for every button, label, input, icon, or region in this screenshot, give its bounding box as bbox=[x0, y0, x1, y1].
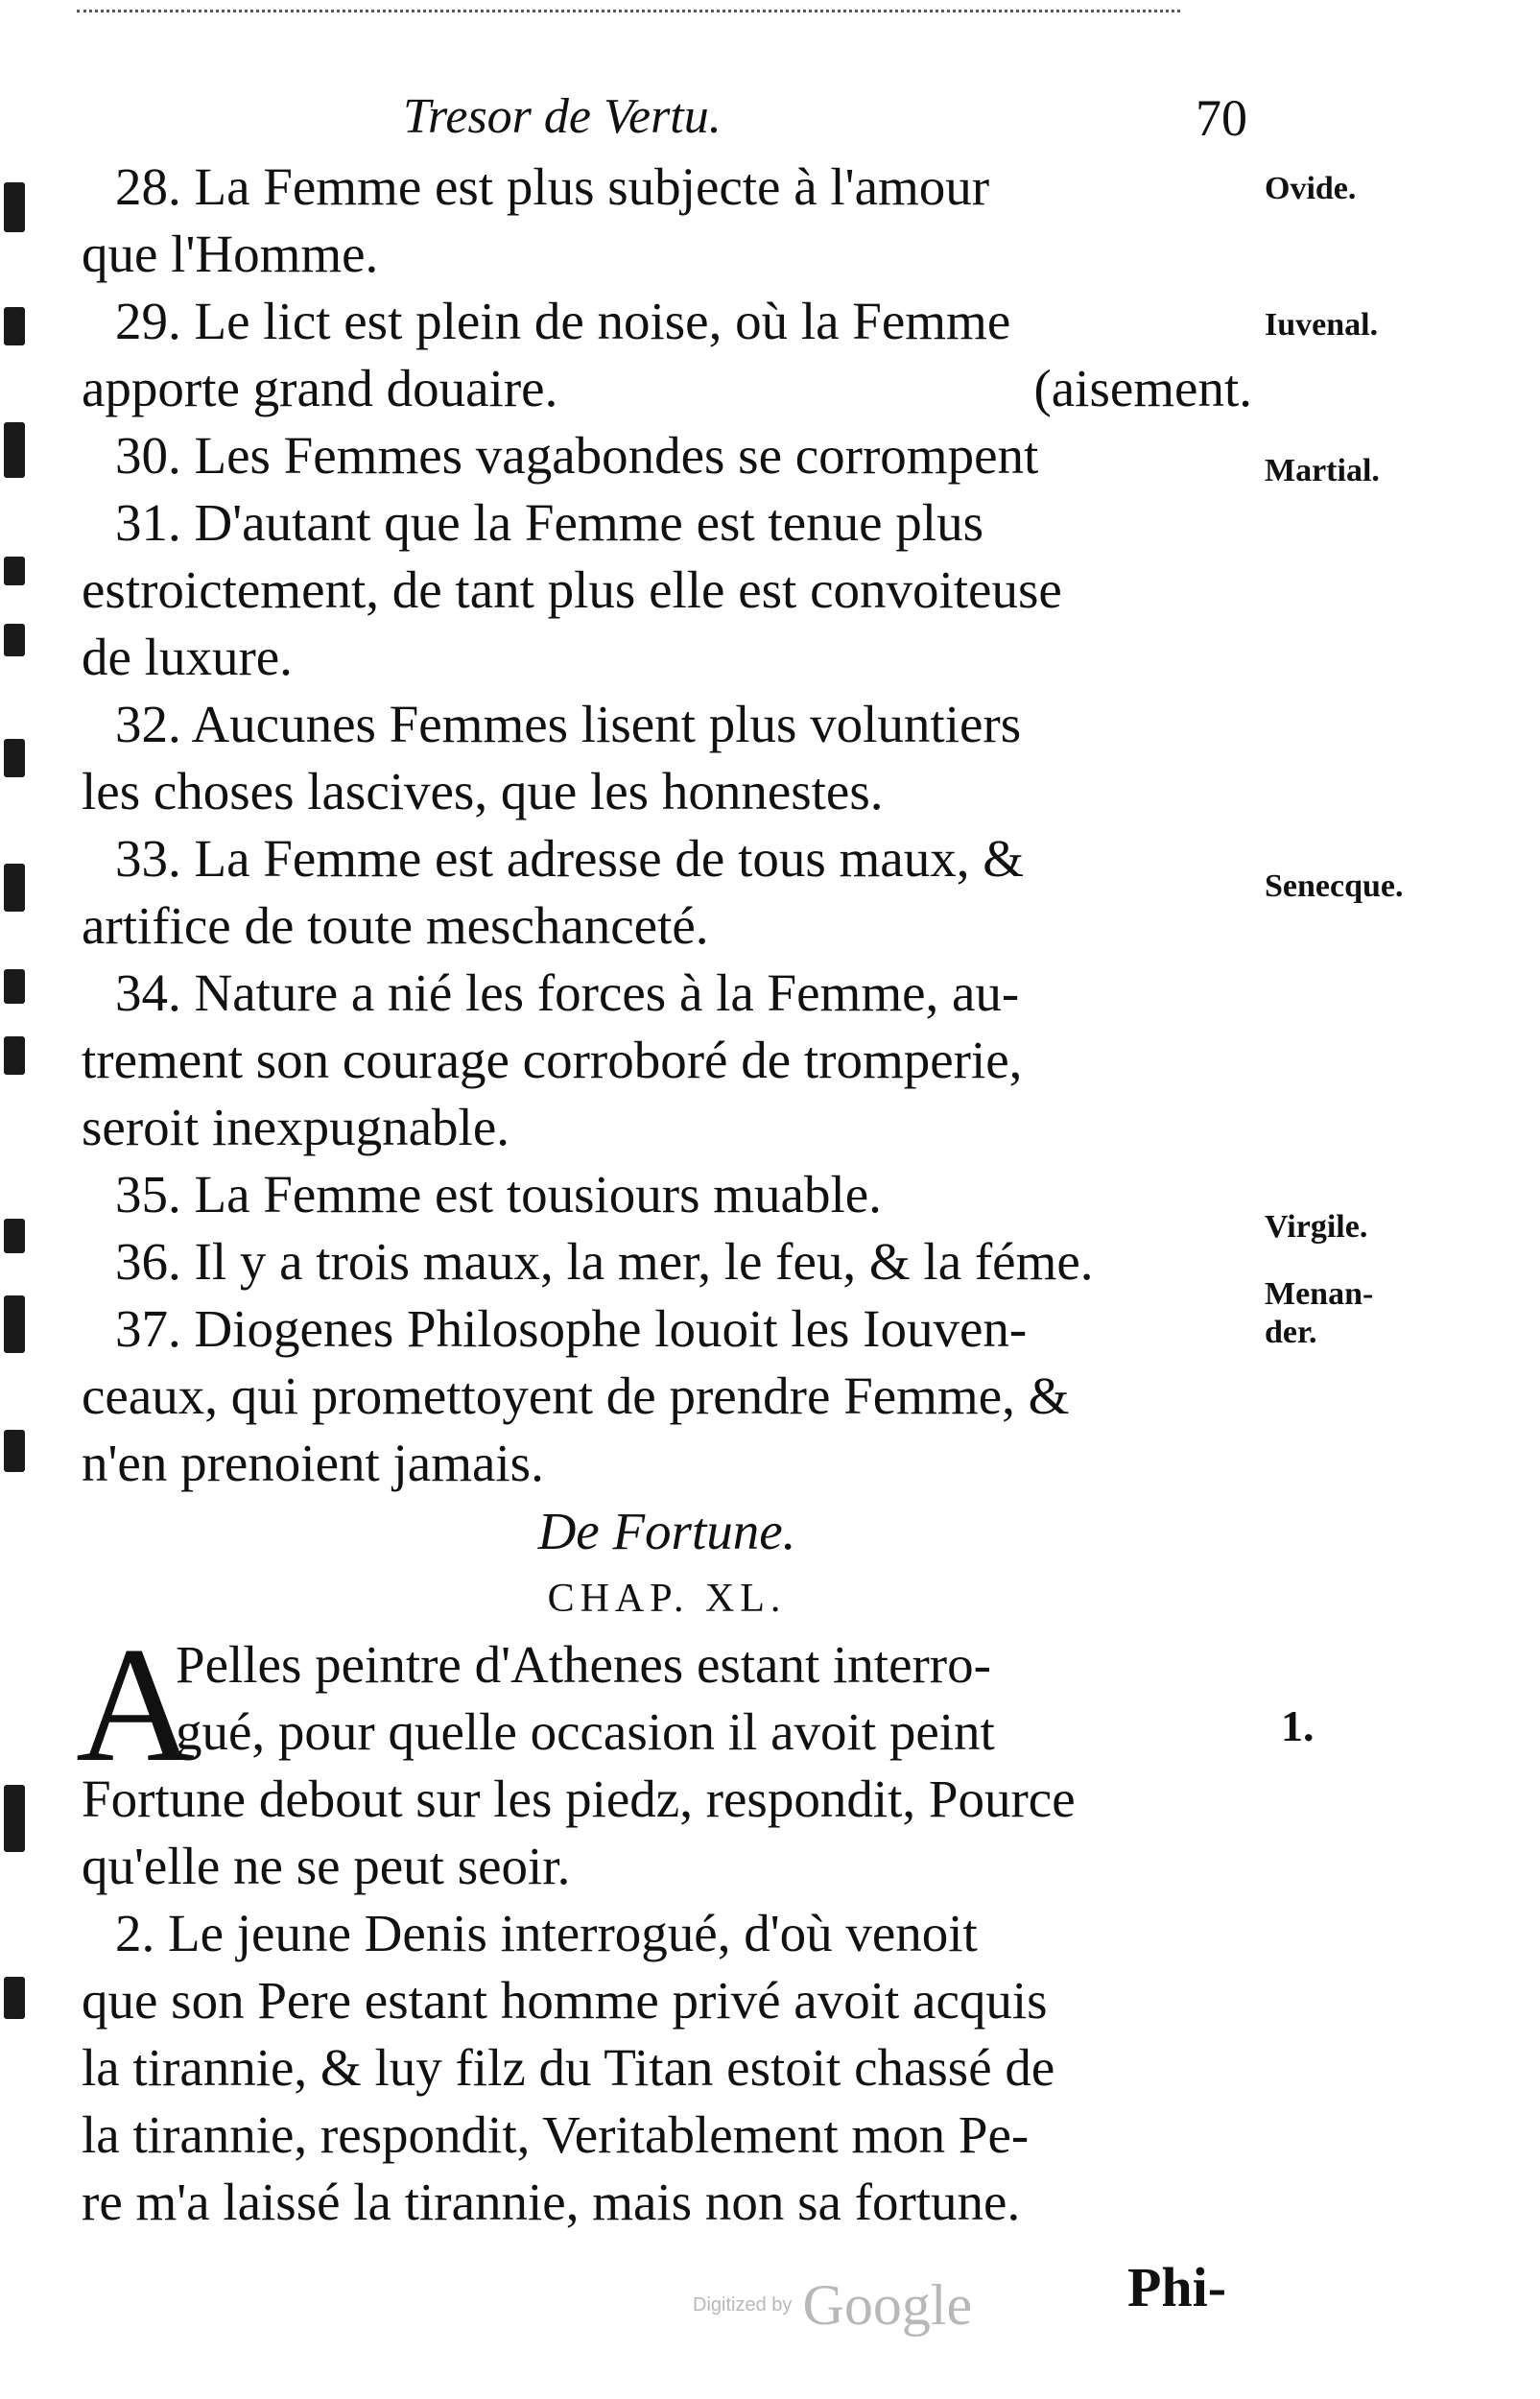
chapter-entry-2-line-3: la tirannie, & luy filz du Titan estoit chassé de bbox=[82, 2038, 1055, 2097]
chapter-label: CHAP. XL. bbox=[547, 1577, 787, 1621]
entry-31-line-3: de luxure. bbox=[82, 628, 293, 686]
margin-note-menander-2: der. bbox=[1265, 1315, 1317, 1350]
top-edge-bleed bbox=[77, 0, 1180, 12]
entry-36-line-1: 36. Il y a trois maux, la mer, le feu, & la féme. bbox=[115, 1232, 1094, 1291]
margin-note-senecque: Senecque. bbox=[1265, 868, 1404, 904]
entry-31-line-1: 31. D'autant que la Femme est tenue plus bbox=[115, 493, 983, 552]
main-text-column bbox=[76, 154, 1252, 2236]
chapter-entry-1-line-2: gué, pour quelle occasion il avoit peint bbox=[176, 1702, 995, 1761]
entry-29-turnover: (aisement. bbox=[1033, 359, 1252, 417]
digitized-watermark bbox=[693, 2272, 972, 2339]
chapter-entry-2-line-1: 2. Le jeune Denis interrogué, d'où venoit bbox=[115, 1904, 978, 1962]
margin-note-ovide: Ovide. bbox=[1265, 171, 1357, 206]
section-title: De Fortune. bbox=[537, 1502, 796, 1560]
entry-28-line-2: que l'Homme. bbox=[82, 225, 379, 283]
entry-29-line-2-row bbox=[82, 355, 1252, 422]
entry-29-line-2: apporte grand douaire. bbox=[82, 359, 558, 417]
entry-33-line-1: 33. La Femme est adresse de tous maux, & bbox=[115, 829, 1025, 888]
running-header bbox=[403, 88, 1247, 155]
watermark-digitized-by: Digitized by bbox=[693, 2294, 793, 2316]
entry-31-line-2: estroictement, de tant plus elle est convoiteuse bbox=[82, 560, 1062, 619]
margin-note-chapter-number: 1. bbox=[1281, 1701, 1315, 1750]
entry-28-line-1: 28. La Femme est plus subjecte à l'amour bbox=[115, 157, 990, 216]
entry-34-line-3: seroit inexpugnable. bbox=[82, 1098, 509, 1156]
entry-35-line-1: 35. La Femme est tousiours muable. bbox=[115, 1165, 882, 1223]
chapter-entry-1 bbox=[76, 1614, 1252, 1900]
margin-note-menander-1: Menan- bbox=[1265, 1276, 1374, 1312]
entry-37-line-1: 37. Diogenes Philosophe louoit les Iouven- bbox=[115, 1299, 1028, 1358]
margin-note-iuvenal: Iuvenal. bbox=[1265, 307, 1379, 343]
entry-32-line-2: les choses lascives, que les honnestes. bbox=[82, 762, 884, 820]
facing-page-gutter bbox=[0, 0, 38, 2399]
entry-34-line-2: trement son courage corroboré de tromperie, bbox=[82, 1031, 1023, 1089]
chapter-entry-2-line-5: re m'a laissé la tirannie, mais non sa fortune. bbox=[82, 2173, 1021, 2231]
chapter-entry-1-line-4: qu'elle ne se peut seoir. bbox=[82, 1837, 571, 1895]
entry-29-line-1: 29. Le lict est plein de noise, où la Femme bbox=[115, 292, 1011, 350]
chapter-entry-1-line-1: Pelles peintre d'Athenes estant interro- bbox=[176, 1635, 991, 1694]
catchword: Phi- bbox=[1127, 2256, 1227, 2318]
entry-32-line-1: 32. Aucunes Femmes lisent plus voluntiers bbox=[115, 695, 1022, 753]
chapter-entry-2-line-2: que son Pere estant homme privé avoit acquis bbox=[82, 1971, 1048, 2030]
entry-37-line-3: n'en prenoient jamais. bbox=[82, 1434, 544, 1492]
watermark-logo: Google bbox=[802, 2273, 973, 2337]
page-number: 70 bbox=[1196, 89, 1247, 147]
drop-cap-letter: A bbox=[76, 1614, 196, 1796]
chapter-entry-2-line-4: la tirannie, respondit, Veritablement mon Pe- bbox=[82, 2105, 1030, 2164]
entry-33-line-2: artifice de toute meschanceté. bbox=[82, 896, 709, 955]
entry-30-line-1: 30. Les Femmes vagabondes se corrompent bbox=[115, 426, 1039, 485]
chapter-entry-1-line-3: Fortune debout sur les piedz, respondit, Pource bbox=[82, 1770, 1076, 1828]
entry-34-line-1: 34. Nature a nié les forces à la Femme, au- bbox=[115, 963, 1020, 1022]
running-title: Tresor de Vertu. bbox=[403, 89, 722, 144]
margin-note-martial: Martial. bbox=[1265, 453, 1380, 488]
entry-37-line-2: ceaux, qui promettoyent de prendre Femme, & bbox=[82, 1366, 1070, 1425]
margin-note-virgile: Virgile. bbox=[1265, 1209, 1368, 1245]
